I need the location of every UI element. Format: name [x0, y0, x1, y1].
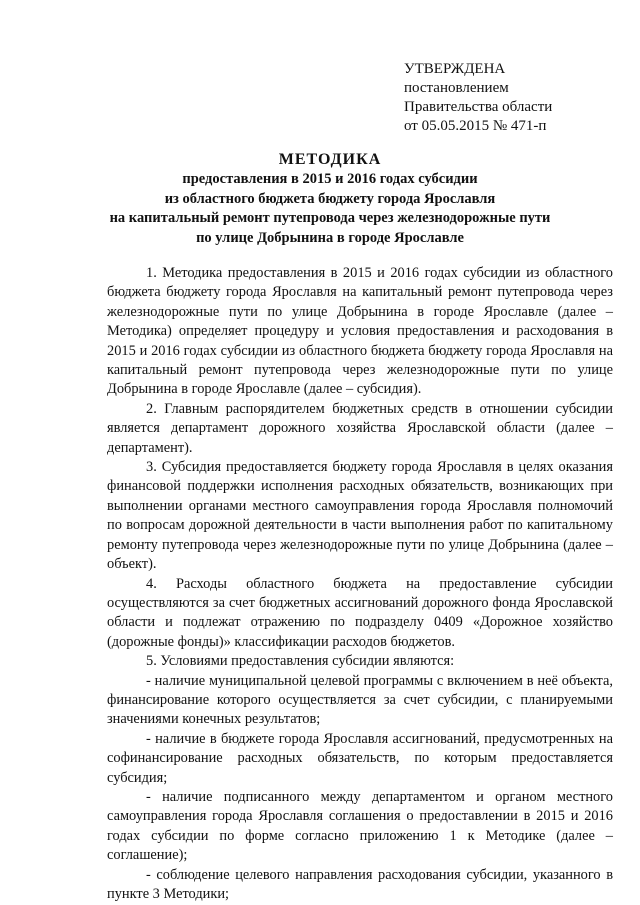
approval-by: постановлением [404, 80, 509, 96]
paragraph-5: 5. Условиями предоставления субсидии являются: [146, 653, 455, 670]
condition-item: - наличие подписанного между департаментом и органом местного самоуправления города Ярославля соглашения о предоставлении в 2015 и 2016 годах субсидии по форме согласно приложению 1 к Методике (далее – соглашение); [107, 788, 613, 864]
approval-authority: Правительства области [404, 99, 553, 115]
condition-item: - наличие в бюджете города Ярославля ассигнований, предусмотренных на софинансирование расходных обязательств, по которым предоставляется субсидия; [107, 730, 613, 786]
paragraph-3: 3. Субсидия предоставляется бюджету города Ярославля в целях оказания финансовой поддержки исполнения расходных обязательств, возникающих при выполнении органами местного самоуправления города Ярославля полномочий по вопросам дорожной деятельности в части выполнения работ по капитальному ремонту путепровода через железнодорожные пути по улице Добрынина (далее – объект). [107, 459, 613, 573]
title-line: по улице Добрынина в городе Ярославле [196, 229, 464, 246]
document-title [80, 150, 580, 248]
title-line: на капитальный ремонт путепровода через железнодорожные пути [109, 210, 551, 226]
paragraph-4: 4. Расходы областного бюджета на предоставление субсидии осуществляются за счет бюджетных ассигнований дорожного фонда Ярославской области и подлежат отражению по подразделу 0409 «Дорожное хозяйство (дорожные фонды)» классификации расходов бюджетов. [107, 575, 613, 650]
approval-stamp [404, 60, 552, 136]
condition-item: - наличие муниципальной целевой программы с включением в неё объекта, финансирование которого осуществляется за счет субсидии, с планируемыми значениями конечных результатов; [107, 672, 613, 728]
approval-date-number: от 05.05.2015 № 471-п [404, 118, 547, 134]
condition-item: - соблюдение целевого направления расходования субсидии, указанного в пункте 3 Методики; [107, 866, 613, 902]
paragraph-2: 2. Главным распорядителем бюджетных средств в отношении субсидии является департамент дорожного хозяйства Ярославской области (далее – департамент). [107, 400, 613, 456]
document-body [107, 264, 613, 904]
approval-heading: УТВЕРЖДЕНА [404, 61, 506, 77]
title-main: МЕТОДИКА [278, 151, 382, 168]
paragraph-1: 1. Методика предоставления в 2015 и 2016 годах субсидии из областного бюджета бюджету города Ярославля на капитальный ремонт путепровода через железнодорожные пути по улице Добрынина в городе Ярославле (далее – Методика) определяет процедуру и условия предоставления и расходования в 2015 и 2016 годах субсидии из областного бюджета бюджету города Ярославля на капитальный ремонт путепровода через железнодорожные пути по улице Добрынина в городе Ярославле (далее – субсидия). [107, 265, 613, 398]
title-line: предоставления в 2015 и 2016 годах субсидии [182, 171, 478, 187]
title-line: из областного бюджета бюджету города Ярославля [164, 190, 496, 207]
